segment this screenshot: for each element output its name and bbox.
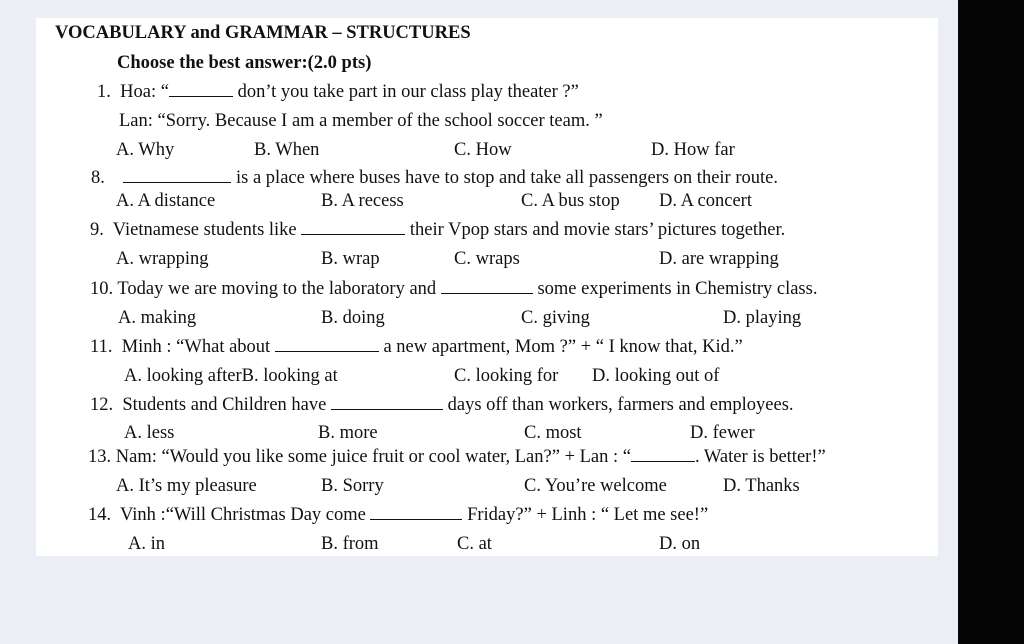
question-9: 9. Vietnamese students like their Vpop stars and movie stars’ pictures together.: [90, 220, 786, 240]
option-c: C. at: [457, 534, 492, 554]
option-d: D. are wrapping: [659, 249, 779, 269]
question-number: 11.: [90, 337, 113, 357]
answer-blank: [301, 219, 405, 235]
instruction: Choose the best answer:(2.0 pts): [117, 53, 372, 73]
question-11: 11. Minh : “What about a new apartment, Mom ?” + “ I know that, Kid.”: [90, 337, 743, 357]
question-number: 12.: [90, 395, 114, 415]
option-b: B. A recess: [321, 191, 404, 211]
answer-blank: [275, 336, 379, 352]
answer-blank: [169, 81, 233, 97]
option-a: A. It’s my pleasure: [116, 476, 257, 496]
option-b: B. Sorry: [321, 476, 384, 496]
option-d: D. looking out of: [592, 366, 720, 386]
option-a: A. wrapping: [116, 249, 209, 269]
section-title: VOCABULARY and GRAMMAR – STRUCTURES: [55, 23, 471, 43]
option-a: A. A distance: [116, 191, 216, 211]
question-number: 10.: [90, 279, 114, 299]
option-a: A. making: [118, 308, 197, 328]
question-number: 8.: [91, 168, 105, 188]
option-d: D. on: [659, 534, 701, 554]
answer-blank: [370, 504, 462, 520]
option-b: B. from: [321, 534, 379, 554]
option-a: A. Why: [116, 140, 175, 160]
answer-blank: [441, 278, 533, 294]
question-13: 13. Nam: “Would you like some juice fruit or cool water, Lan?” + Lan : “ . Water is better!”: [88, 447, 826, 467]
question-12: 12. Students and Children have days off than workers, farmers and employees.: [90, 395, 794, 415]
question-number: 14.: [88, 505, 112, 525]
answer-blank: [631, 446, 695, 462]
option-b: B. When: [254, 140, 320, 160]
option-c: C. A bus stop: [521, 191, 620, 211]
question-number: 13.: [88, 447, 112, 467]
answer-blank: [123, 167, 231, 183]
option-c: C. giving: [521, 308, 590, 328]
option-c: C. How: [454, 140, 512, 160]
option-c: C. wraps: [454, 249, 520, 269]
option-d: D. playing: [723, 308, 802, 328]
option-d: D. fewer: [690, 423, 755, 443]
option-b: B. more: [318, 423, 378, 443]
question-10: 10. Today we are moving to the laboratory and some experiments in Chemistry class.: [90, 279, 818, 299]
question-14: 14. Vinh :“Will Christmas Day come Friday?” + Linh : “ Let me see!”: [88, 505, 709, 525]
screen-edge: [958, 0, 1024, 644]
question-8: 8. is a place where buses have to stop and take all passengers on their route.: [91, 168, 778, 188]
option-a: A. less: [124, 423, 175, 443]
option-d: D. Thanks: [723, 476, 800, 496]
option-b: B. doing: [321, 308, 385, 328]
question-number: 9.: [90, 220, 104, 240]
option-a-b: A. looking afterB. looking at: [124, 366, 338, 386]
question-1: 1. Hoa: “ don’t you take part in our class play theater ?”: [97, 82, 579, 102]
question-1-line-2: Lan: “Sorry. Because I am a member of the school soccer team. ”: [119, 111, 603, 131]
option-b: B. wrap: [321, 249, 380, 269]
option-c: C. looking for: [454, 366, 559, 386]
option-d: D. How far: [651, 140, 735, 160]
option-c: C. most: [524, 423, 582, 443]
answer-blank: [331, 394, 443, 410]
option-c: C. You’re welcome: [524, 476, 667, 496]
question-number: 1.: [97, 82, 111, 102]
option-a: A. in: [128, 534, 165, 554]
option-d: D. A concert: [659, 191, 752, 211]
